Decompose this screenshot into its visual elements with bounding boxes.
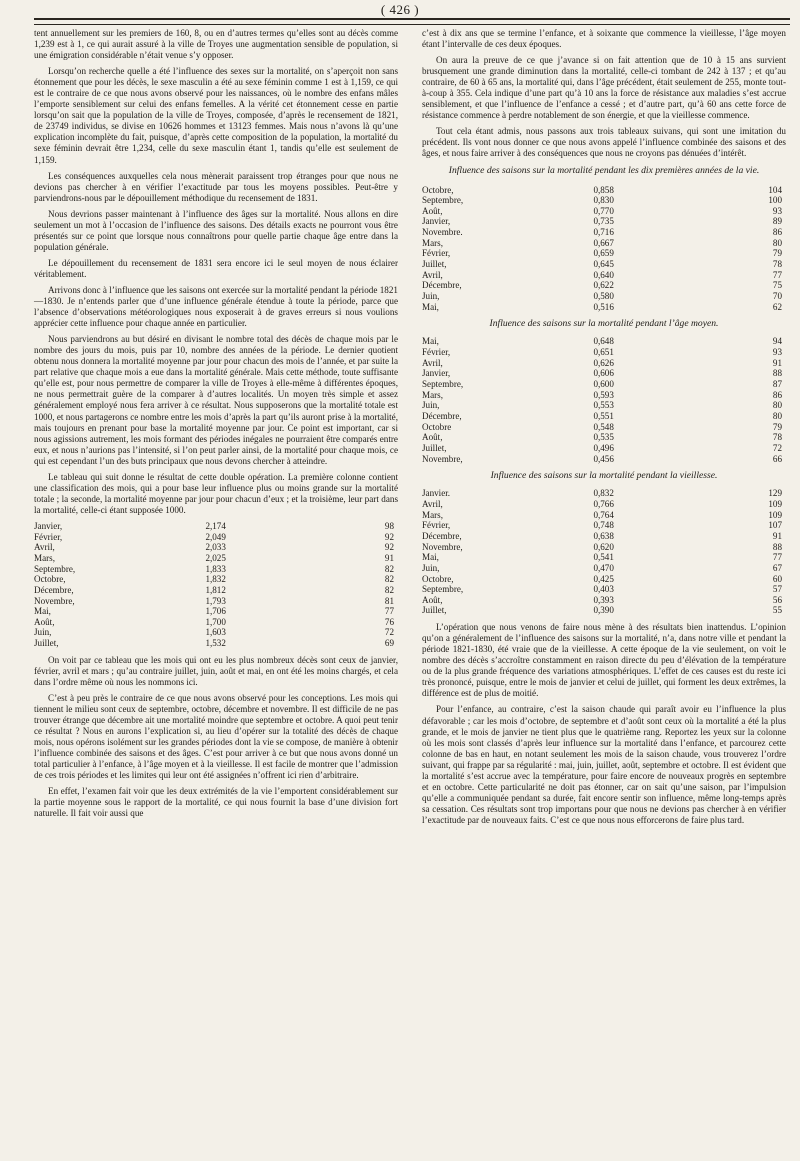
share-cell: 66 (772, 453, 782, 464)
right-paragraphs (422, 28, 786, 160)
share-cell: 76 (384, 616, 394, 627)
month-cell: Août, (422, 432, 443, 443)
paragraph: On aura la preuve de ce que j’avance si on fait attention que de 10 à 15 ans survient brusquement une grande diminution dans la mortalité, celle-ci tombant de 242 à 137 ; et qu’au contraire, de 60 à 65 ans, la mortalité qui, dans l’âge précédent, était seulement de 255, monte tout-à-coup à 355. Cela indique d’une part qu’à 10 ans la force de résistance aux maladies s’est accrue sensiblement, et que l’influence de l’enfance a cessé ; et d’autre part, qu’à 60 ans cette force de résistance commence à perdre notablement de son énergie, et que la vieillesse commence. (422, 55, 786, 121)
monthly-mortality-table (34, 521, 398, 649)
table-row (422, 432, 786, 443)
share-cell: 109 (768, 498, 782, 509)
table-row (422, 358, 786, 369)
month-cell: Juillet, (422, 442, 447, 453)
daily-mortality-cell: 0,620 (593, 541, 614, 552)
table-row (422, 185, 786, 196)
share-cell: 86 (772, 227, 782, 238)
daily-mortality-cell: 1,832 (205, 574, 226, 585)
share-cell: 77 (772, 269, 782, 280)
table-row (422, 552, 786, 563)
table-row (34, 574, 398, 585)
month-cell: Décembre, (422, 280, 462, 291)
daily-mortality-cell: 0,659 (593, 248, 614, 259)
month-cell: Mai, (422, 336, 439, 347)
share-cell: 78 (772, 432, 782, 443)
daily-mortality-cell: 0,541 (593, 552, 614, 563)
month-cell: Juillet, (422, 605, 447, 616)
daily-mortality-cell: 0,832 (593, 488, 614, 499)
month-cell: Janvier, (422, 216, 451, 227)
share-cell: 55 (772, 605, 782, 616)
daily-mortality-cell: 1,532 (205, 638, 226, 649)
paragraph: Nous parviendrons au but désiré en divisant le nombre total des décès de chaque mois par le nombre des jours du mois, puis par 10, nombre des années de la période. Le dernier quotient obtenu nous donnera la mortalité moyenne par jour pour chacun des mois de l’année, et par suite la part relative que chaque mois a eue dans la mortalité générale. Mais cette méthode, toute suffisante qu’elle est, pour nous permettre de comparer la ville de Troyes à elle-même à différentes époques, ne nous permettrait guère de la comparer à d’autres localités. Un moyen très simple et assez généralement employé nous fera arriver à ce résultat. Nous supposerons que la mortalité totale est 1000, et nous partagerons ce nombre entre les mois d’après la part qu’ils auront prise à la mortalité, mais toujours en prenant pour base la mortalité moyenne par jour. Ce point est important, car si nous agissions autrement, les mois formant des périodes inégales ne pourraient être comparés entre eux, et nous n’aurions pas l’intensité, si l’on peut parler ainsi, de la mortalité pour chaque mois, ce qui est cependant l’un des buts principaux que nous devons chercher à atteindre. (34, 334, 398, 466)
daily-mortality-cell: 0,390 (593, 605, 614, 616)
daily-mortality-cell: 2,025 (205, 552, 226, 563)
share-cell: 107 (768, 520, 782, 531)
table-row (34, 553, 398, 564)
left-after-paragraphs (34, 655, 398, 820)
daily-mortality-cell: 0,766 (593, 498, 614, 509)
share-cell: 56 (772, 594, 782, 605)
month-cell: Février, (422, 248, 451, 259)
table-row (34, 521, 398, 532)
daily-mortality-cell: 0,858 (593, 184, 614, 195)
paragraph: En effet, l’examen fait voir que les deux extrémités de la vie l’emportent considérablement sur la partie moyenne sous le rapport de la mortalité, ce qui nous fournit la base d’une division fort naturelle. Il fait voir aussi que (34, 786, 398, 819)
table-row (422, 520, 786, 531)
paragraph: Lorsqu’on recherche quelle a été l’influence des sexes sur la mortalité, on s’aperçoit non sans étonnement que pour les décès, le sexe masculin a été au sexe féminin comme 1 est à 1,159, ce qui est le contraire de ce que nous avons observé pour les naissances, où le nombre des enfans mâles l’emporte sensiblement sur celui des enfans femelles. A la vérité cet étonnement cesse en partie lorsqu’on sait que la population de la ville de Troyes, composée, d’après le recensement de 1821, de 23749 individus, se divise en 10626 hommes et 13123 femmes. Mais nous n’avons là qu’une explication incomplète du fait, puisque, d’après cette composition de la population, la mortalité du sexe féminin devrait être 1,234, celle du sexe masculin étant 1, tandis qu’elle est seulement de 1,159. (34, 66, 398, 165)
table-row (422, 422, 786, 433)
table-row (422, 411, 786, 422)
daily-mortality-cell: 0,716 (593, 227, 614, 238)
share-cell: 82 (384, 574, 394, 585)
share-cell: 69 (384, 638, 394, 649)
page-number: ( 426 ) (380, 2, 420, 17)
table-row (422, 302, 786, 313)
daily-mortality-cell: 2,174 (205, 520, 226, 531)
table-row (422, 454, 786, 465)
daily-mortality-cell: 1,706 (205, 606, 226, 617)
paragraph: c’est à dix ans que se termine l’enfance, et à soixante que commence la vieillesse, l’âge moyen étant l’intervalle de ces deux époques. (422, 28, 786, 50)
share-cell: 93 (772, 205, 782, 216)
month-cell: Février, (422, 347, 451, 358)
share-cell: 92 (384, 542, 394, 553)
paragraph: Le dépouillement du recensement de 1831 sera encore ici le seul moyen de nous éclairer véritablement. (34, 257, 398, 279)
share-cell: 77 (772, 552, 782, 563)
daily-mortality-cell: 0,651 (593, 347, 614, 358)
month-cell: Juillet, (34, 638, 59, 649)
share-cell: 88 (772, 541, 782, 552)
table-row (422, 238, 786, 249)
month-cell: Novembre. (422, 227, 463, 238)
table-row (422, 605, 786, 616)
share-cell: 57 (772, 584, 782, 595)
share-cell: 77 (384, 606, 394, 617)
table-row (422, 216, 786, 227)
share-cell: 91 (772, 530, 782, 541)
share-cell: 82 (384, 563, 394, 574)
left-paragraphs (34, 28, 398, 516)
month-cell: Janvier. (422, 488, 451, 499)
daily-mortality-cell: 1,603 (205, 627, 226, 638)
share-cell: 87 (772, 379, 782, 390)
share-cell: 72 (772, 442, 782, 453)
month-cell: Février, (34, 531, 63, 542)
month-cell: Juin, (34, 627, 52, 638)
month-cell: Avril, (422, 498, 443, 509)
month-cell: Mars, (422, 389, 443, 400)
table-row (422, 336, 786, 347)
right-column (422, 28, 786, 831)
share-cell: 100 (768, 195, 782, 206)
share-cell: 78 (772, 259, 782, 270)
table-row (422, 280, 786, 291)
header-rule (34, 18, 790, 25)
month-cell: Juin, (422, 562, 440, 573)
table-row (422, 206, 786, 217)
month-cell: Mai, (422, 301, 439, 312)
daily-mortality-cell: 0,535 (593, 432, 614, 443)
share-cell: 109 (768, 509, 782, 520)
month-cell: Mai, (34, 606, 51, 617)
month-cell: Juin, (422, 291, 440, 302)
table-row (422, 574, 786, 585)
table-row (422, 531, 786, 542)
daily-mortality-cell: 0,645 (593, 259, 614, 270)
daily-mortality-cell: 0,551 (593, 410, 614, 421)
month-cell: Avril, (422, 269, 443, 280)
daily-mortality-cell: 2,049 (205, 531, 226, 542)
share-cell: 75 (772, 280, 782, 291)
table-row (422, 390, 786, 401)
daily-mortality-cell: 0,470 (593, 562, 614, 573)
table-row (422, 368, 786, 379)
share-cell: 79 (772, 421, 782, 432)
share-cell: 89 (772, 216, 782, 227)
table-title-middle-age: Influence des saisons sur la mortalité pendant l’âge moyen. (489, 318, 719, 330)
share-cell: 80 (772, 410, 782, 421)
month-cell: Octobre, (422, 184, 454, 195)
month-cell: Mars, (34, 552, 55, 563)
month-cell: Août, (422, 205, 443, 216)
daily-mortality-cell: 0,496 (593, 442, 614, 453)
daily-mortality-cell: 1,812 (205, 584, 226, 595)
month-cell: Septembre, (422, 584, 464, 595)
share-cell: 98 (384, 520, 394, 531)
share-cell: 91 (772, 357, 782, 368)
share-cell: 72 (384, 627, 394, 638)
share-cell: 92 (384, 531, 394, 542)
table-row (422, 248, 786, 259)
paragraph: C’est à peu près le contraire de ce que nous avons observé pour les conceptions. Les mois qui tiennent le milieu sont ceux de septembre, octobre, décembre et novembre. Il est difficile de ne pas trouver étrange que décembre ait une mortalité moindre que septembre et octobre. A quoi peut tenir ce résultat ? Nous en aurons l’explication si, au lieu d’opérer sur la totalité des décès de chaque mois, nous opérons isolément sur les grandes périodes dont la vie se compose, de manière à obtenir l’influence combinée des saisons et des âges. C’est pour arriver à ce but que nous avons donné un total particulier à l’enfance, à l’âge moyen et à la vieillesse. Il est facile de montrer que l’admission de ces trois périodes et les limites qui leur ont été assignées n’offrent ici rien d’arbitraire. (34, 692, 398, 781)
month-cell: Août, (422, 594, 443, 605)
month-cell: Novembre, (34, 595, 75, 606)
daily-mortality-cell: 0,553 (593, 400, 614, 411)
table-row (422, 542, 786, 553)
month-cell: Juillet, (422, 259, 447, 270)
month-cell: Novembre, (422, 453, 463, 464)
month-cell: Octobre (422, 421, 452, 432)
old-age-mortality-table (422, 488, 786, 616)
daily-mortality-cell: 0,748 (593, 520, 614, 531)
table-row (422, 291, 786, 302)
daily-mortality-cell: 0,830 (593, 195, 614, 206)
daily-mortality-cell: 0,770 (593, 205, 614, 216)
daily-mortality-cell: 0,516 (593, 301, 614, 312)
share-cell: 62 (772, 301, 782, 312)
table-row (422, 595, 786, 606)
paragraph: Nous devrions passer maintenant à l’influence des âges sur la mortalité. Nous allons en dire seulement un mot à l’occasion de l’influence des saisons. Des détails exacts ne pourront vous être présentés sur ce point que lorsque nous connaîtrons pour quelle partie chaque âge entre dans la population générale. (34, 208, 398, 252)
daily-mortality-cell: 0,626 (593, 357, 614, 368)
month-cell: Mars, (422, 509, 443, 520)
daily-mortality-cell: 0,548 (593, 421, 614, 432)
month-cell: Septembre, (34, 563, 76, 574)
daily-mortality-cell: 0,456 (593, 453, 614, 464)
share-cell: 129 (768, 488, 782, 499)
daily-mortality-cell: 0,593 (593, 389, 614, 400)
daily-mortality-cell: 0,403 (593, 584, 614, 595)
month-cell: Avril, (34, 542, 55, 553)
daily-mortality-cell: 0,393 (593, 594, 614, 605)
table-row (422, 488, 786, 499)
right-after-paragraphs (422, 622, 786, 826)
month-cell: Octobre, (34, 574, 66, 585)
share-cell: 93 (772, 347, 782, 358)
table-title-childhood: Influence des saisons sur la mortalité pendant les dix premières années de la vie. (448, 164, 760, 176)
share-cell: 81 (384, 595, 394, 606)
paragraph: Arrivons donc à l’influence que les saisons ont exercée sur la mortalité pendant la période 1821—1830. Je n’entends parler que d’une influence générale étendue à toute la période, parce que l’absence d’observations météorologiques nous exposerait à de graves erreurs si nous voulions apprécier cette influence pour chaque année en particulier. (34, 284, 398, 329)
month-cell: Novembre, (422, 541, 463, 552)
middle-age-mortality-table (422, 336, 786, 464)
month-cell: Octobre, (422, 573, 454, 584)
month-cell: Février, (422, 520, 451, 531)
share-cell: 80 (772, 237, 782, 248)
daily-mortality-cell: 0,667 (593, 237, 614, 248)
daily-mortality-cell: 0,580 (593, 291, 614, 302)
table-row (422, 400, 786, 411)
daily-mortality-cell: 1,700 (205, 616, 226, 627)
daily-mortality-cell: 0,648 (593, 336, 614, 347)
daily-mortality-cell: 0,622 (593, 280, 614, 291)
table-row (422, 259, 786, 270)
table-row (422, 499, 786, 510)
paragraph: L’opération que nous venons de faire nous mène à des résultats bien inattendus. L’opinion qu’on a généralement de l’influence des saisons sur la mortalité, n’a, dans notre ville et pendant la période 1821-1830, été vraie que de la vieillesse. A cette époque de la vie seulement, on voit le nombre des décès s’accroître constamment en raison directe du peu d’élévation de la température ou de la plus grande fréquence des variations atmosphériques. L’effet de ces causes est du reste ici très prononcé, puisque, entre le mois de janvier et celui de juillet, qui forment les deux extrêmes, la différence est de plus de moitié. (422, 622, 786, 699)
table-row (422, 379, 786, 390)
month-cell: Septembre, (422, 195, 464, 206)
month-cell: Mars, (422, 237, 443, 248)
month-cell: Avril, (422, 357, 443, 368)
table-row (422, 270, 786, 281)
table-row (34, 638, 398, 649)
share-cell: 86 (772, 389, 782, 400)
table-row (422, 195, 786, 206)
table-row (422, 563, 786, 574)
daily-mortality-cell: 0,640 (593, 269, 614, 280)
share-cell: 79 (772, 248, 782, 259)
table-row (34, 606, 398, 617)
month-cell: Août, (34, 616, 55, 627)
share-cell: 80 (772, 400, 782, 411)
month-cell: Décembre, (422, 530, 462, 541)
month-cell: Septembre, (422, 379, 464, 390)
left-column (34, 28, 398, 824)
table-title-old-age: Influence des saisons sur la mortalité pendant la vieillesse. (490, 470, 718, 482)
month-cell: Décembre, (422, 410, 462, 421)
childhood-mortality-table (422, 185, 786, 313)
share-cell: 91 (384, 552, 394, 563)
daily-mortality-cell: 2,033 (205, 542, 226, 553)
table-row (34, 617, 398, 628)
month-cell: Mai, (422, 552, 439, 563)
paragraph: Tout cela étant admis, nous passons aux trois tableaux suivans, qui sont une imitation du précédent. Ils vont nous donner ce que nous avons appelé l’influence combinée des saisons et des âges, et nous faire arriver à des conséquences que nous ne croyons pas dénuées d’intérêt. (422, 126, 786, 159)
paragraph: Les conséquences auxquelles cela nous mènerait paraissent trop étranges pour que nous ne devions pas chercher à en vérifier l’exactitude par tous les moyens possibles. Peut-être y parviendrons-nous par le dépouillement méthodique du recensement de 1831. (34, 170, 398, 203)
table-row (422, 510, 786, 521)
daily-mortality-cell: 0,600 (593, 379, 614, 390)
table-row (422, 227, 786, 238)
daily-mortality-cell: 0,638 (593, 530, 614, 541)
paragraph: tent annuellement sur les premiers de 160, 8, ou en d’autres termes qu’elles sont au décès comme 1,239 est à 1, ce qui aurait assuré à la ville de Troyes une augmentation sensible de population, si une émigration considérable n’était venue s’y opposer. (34, 28, 398, 61)
share-cell: 104 (768, 184, 782, 195)
table-row (34, 542, 398, 553)
daily-mortality-cell: 0,764 (593, 509, 614, 520)
daily-mortality-cell: 1,793 (205, 595, 226, 606)
table-row (34, 564, 398, 575)
share-cell: 70 (772, 291, 782, 302)
table-row (422, 347, 786, 358)
table-row (34, 596, 398, 607)
paragraph: Pour l’enfance, au contraire, c’est la saison chaude qui paraît avoir eu l’influence la plus défavorable ; car les mois d’octobre, de septembre et d’août sont ceux où la mortalité a été la plus grande, et le mois de janvier ne tient plus que le quatrième rang. Reportez les yeux sur la colonne où les mois sont classés d’après leur influence sur la mortalité dans l’enfance, et parcourez cette colonne de bas en haut, en notant seulement les mois de la saison chaude, vous trouverez l’ordre suivant, qui frappe par sa régularité : mai, juin, juillet, août, septembre et octobre. Il est évident que la mortalité s’est accrue avec la température, pour faire encore de nouveaux progrès en septembre et en octobre. Cette particularité ne doit pas étonner, car on sait qu’une saison, par l’impulsion qu’elle a communiquée pendant sa durée, fait encore sentir son influence, même long-temps après sa cessation. Ces résultats sont trop importans pour que nous ne devions pas chercher à en vérifier l’exactitude par de nouveaux faits. C’est ce que nous nous efforcerons de faire plus tard. (422, 704, 786, 825)
paragraph: Le tableau qui suit donne le résultat de cette double opération. La première colonne contient une classification des mois, qui a pour base leur influence plus ou moins grande sur la mortalité totale ; la seconde, la mortalité moyenne par jour pour chacun d’eux ; et la troisième, leur part dans la mortalité, celle-ci étant supposée 1000. (34, 471, 398, 515)
month-cell: Juin, (422, 400, 440, 411)
month-cell: Décembre, (34, 584, 74, 595)
share-cell: 67 (772, 562, 782, 573)
table-row (34, 627, 398, 638)
month-cell: Janvier, (34, 520, 63, 531)
month-cell: Janvier, (422, 368, 451, 379)
share-cell: 60 (772, 573, 782, 584)
share-cell: 94 (772, 336, 782, 347)
share-cell: 88 (772, 368, 782, 379)
daily-mortality-cell: 1,833 (205, 563, 226, 574)
share-cell: 82 (384, 584, 394, 595)
daily-mortality-cell: 0,606 (593, 368, 614, 379)
table-row (34, 585, 398, 596)
daily-mortality-cell: 0,425 (593, 573, 614, 584)
daily-mortality-cell: 0,735 (593, 216, 614, 227)
table-row (422, 584, 786, 595)
paragraph: On voit par ce tableau que les mois qui ont eu les plus nombreux décès sont ceux de janvier, février, avril et mars ; qu’au contraire juillet, juin, août et mai, en ont été les moins chargés, et cela dans l’ordre même où nous les nommons ici. (34, 654, 398, 687)
table-row (34, 532, 398, 543)
table-row (422, 443, 786, 454)
